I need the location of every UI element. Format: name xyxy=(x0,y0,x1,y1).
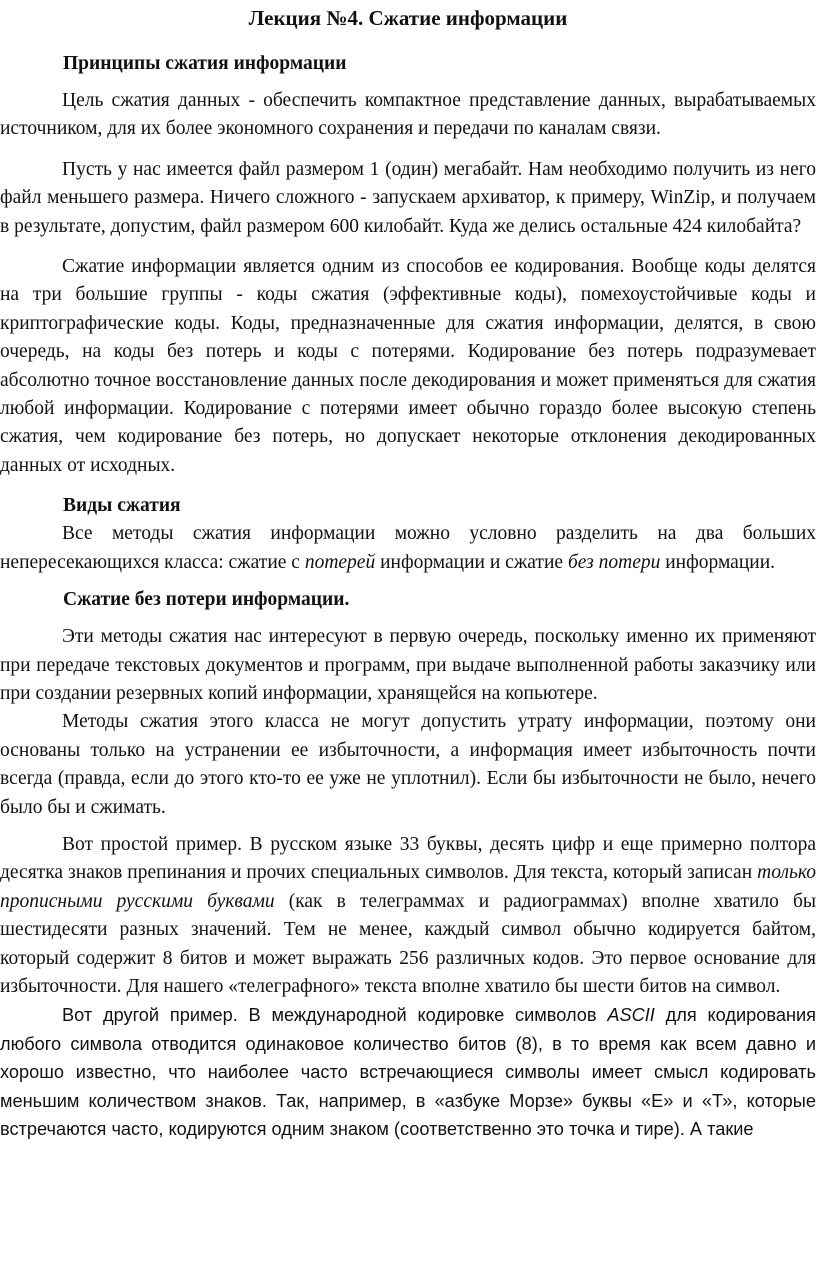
paragraph-code-groups: Сжатие информации является одним из способов ее кодирования. Вообще коды делятся на три большие группы - коды сжатия (эффективные коды), помехоустойчивые коды и криптографические коды. Коды, предназначенные для сжатия информации, делятся, в свою очередь, на коды без потерь и коды с потерями. Кодирование без потерь подразумевает абсолютно точное восстановление данных после декодирования и может применяться для сжатия любой информации. Кодирование с потерями имеет обычно гораздо более высокую степень сжатия, чем кодирование без потерь, но допускает некоторые отклонения декодированных данных от исходных. xyxy=(0,256,816,476)
text-run: для кодирования любого символа отводится одинаковое количество битов (8), в то время как всем давно и хорошо известно, что наиболее часто встречающиеся символы имеет смысл кодировать меньшим количеством знаков. Так, например, в «азбуке Морзе» буквы «Е» и «Т», которые встречаются часто, кодируются одним знаком (соответственно это точка и тире). А такие xyxy=(0,1005,816,1139)
paragraph-goal: Цель сжатия данных - обеспечить компактное представление данных, вырабатываемых источником, для их более экономного сохранения и передачи по каналам связи. xyxy=(0,90,816,140)
paragraph-file-example: Пусть у нас имеется файл размером 1 (один) мегабайт. Нам необходимо получить из него файл меньшего размера. Ничего сложного - запускаем архиватор, к примеру, WinZip, и получаем в результате, допустим, файл размером 600 килобайт. Куда же делись остальные 424 килобайта? xyxy=(0,158,816,237)
paragraph-ascii-example xyxy=(0,1001,816,1143)
lecture-title: Лекция №4. Сжатие информации xyxy=(248,6,568,30)
section-heading-lossless: Сжатие без потери информации. xyxy=(63,589,350,611)
text-run: Все методы сжатия информации можно условно разделить на два больших непересекающихся класса: сжатие с xyxy=(0,523,816,573)
text-run: информации. xyxy=(660,551,776,573)
section-heading-principles: Принципы сжатия информации xyxy=(63,53,347,74)
emphasis-ascii: ASCII xyxy=(607,1005,655,1026)
text-run: Вот простой пример. В русском языке 33 буквы, десять цифр и еще примерно полтора десятка знаков препинания и прочих специальных символов. Для текста, который записан xyxy=(0,833,816,884)
paragraph-lossless-use: Эти методы сжатия нас интересуют в первую очередь, поскольку именно их применяют при передаче текстовых документов и программ, при выдаче выполненной работы заказчику или при создании резервных копий информации, хранящейся на копьютере. xyxy=(0,626,816,704)
text-run: информации и сжатие xyxy=(375,551,568,573)
emphasis-uppercase: только прописными русскими буквами xyxy=(0,862,816,912)
paragraph-classes xyxy=(0,520,816,577)
text-run: (как в телеграммах и радиограммах) вполне хватило бы шестидесяти разных значений. Тем не менее, каждый символ обычно кодируется байтом, который содержит 8 битов и может выражать 256 различных кодов. Это первое основание для избыточности. Для нашего «телеграфного» текста вполне хватило бы шести битов на символ. xyxy=(0,890,816,997)
emphasis-no-loss: без потери xyxy=(567,551,661,573)
paragraph-redundancy: Методы сжатия этого класса не могут допустить утрату информации, поэтому они основаны только на устранении ее избыточности, а информация имеет избыточность почти всегда (правда, если до этого кто-то ее уже не уплотнил). Если бы избыточности не было, нечего было бы и сжимать. xyxy=(0,711,816,818)
paragraph-simple-example xyxy=(0,831,816,1001)
text-run: Вот другой пример. В международной кодировке символов xyxy=(62,1005,608,1026)
emphasis-loss: потерей xyxy=(304,551,376,573)
section-heading-types: Виды сжатия xyxy=(63,495,181,517)
